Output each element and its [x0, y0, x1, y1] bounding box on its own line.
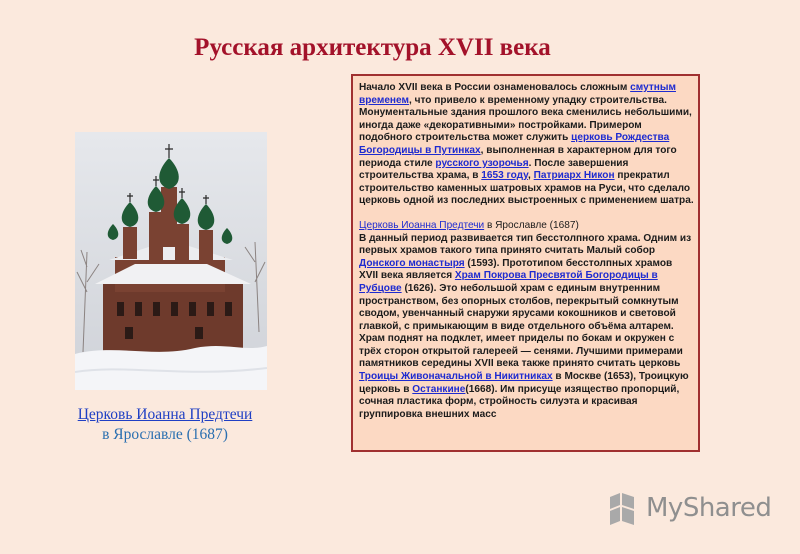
- article-text-box: [351, 74, 700, 452]
- text: прекратил строительство каменных шатровых храмов на Руси, что сделало церковь одной из последних выстроенных с применением шатра.: [359, 170, 694, 207]
- text: (1668). Им присуще изящество пропорций, сочная пластика форм, стройность силуэта и красивая группировка внешних масс: [359, 383, 680, 420]
- link-donskoy-monastery[interactable]: Донского монастыря: [359, 257, 465, 269]
- text: . После завершения строительства храма, в: [359, 157, 629, 182]
- link-patriarch-nikon[interactable]: Патриарх Никон: [533, 170, 615, 182]
- text: ,: [528, 170, 534, 182]
- text: в Ярославле (1687): [484, 219, 579, 231]
- link-troitsy-nikitniki[interactable]: Троицы Живоначальной в Никитниках: [359, 371, 553, 383]
- photo-caption: [40, 405, 290, 445]
- text: в Москве (1653), Троицкую церковь в: [359, 371, 689, 395]
- link-ioann-predtechi[interactable]: Церковь Иоанна Предтечи: [359, 219, 485, 231]
- link-russkoe-uzorochye[interactable]: русского узорочья: [435, 157, 529, 169]
- link-ostankino[interactable]: Останкине: [412, 383, 466, 395]
- link-putinki-church[interactable]: церковь Рождества Богородицы в Путинках: [359, 132, 670, 156]
- caption-church-link[interactable]: Церковь Иоанна Предтечи: [77, 406, 253, 423]
- text: , выполненная в характерном для того периода стиле: [359, 144, 677, 169]
- text: В данный период развивается тип бесстолпного храма. Одним из первых храмов такого типа принято считать Малый собор: [359, 232, 692, 257]
- presentation-icon: [606, 491, 642, 527]
- caption-location: в Ярославле (1687): [102, 426, 228, 443]
- page-title: Русская архитектура XVII века: [194, 34, 551, 61]
- myshared-watermark: [606, 491, 776, 527]
- church-photo: [75, 132, 267, 390]
- text: , что привело к временному упадку строительства. Монументальные здания прошлого века сменились небольшими, иногда даже «декоративными» постройками. Примером подобного строительства может служить: [359, 94, 692, 144]
- text: Начало XVII века в России ознаменовалось сложным: [359, 82, 631, 93]
- link-1653[interactable]: 1653 году: [481, 170, 529, 182]
- text: (1593). Прототипом бесстолпных храмов XVII века является: [359, 257, 673, 282]
- watermark-text: MyShared: [646, 493, 772, 523]
- link-smutnoe-vremya[interactable]: смутным временем: [359, 82, 676, 106]
- text: (1626). Это небольшой храм с единым внутренним пространством, без опорных столбов, перекрытый сомкнутым сводом, увенчанный снаружи ярусами кокошников и световой главкой, с примыкающим в виде отдельного объёма алтарем. Храм поднят на подклет, имеет приделы по бокам и окружен с трёх сторон открытой галереей — сенями. Лучшими примерами памятников середины XVII века также принято считать церковь: [359, 282, 683, 370]
- church-illustration: [75, 132, 267, 390]
- link-pokrova-rubtsovo[interactable]: Храм Покрова Пресвятой Богородицы в Рубцове: [359, 270, 658, 294]
- paragraph-bestolpny: [359, 220, 694, 422]
- paragraph-intro: [359, 82, 694, 208]
